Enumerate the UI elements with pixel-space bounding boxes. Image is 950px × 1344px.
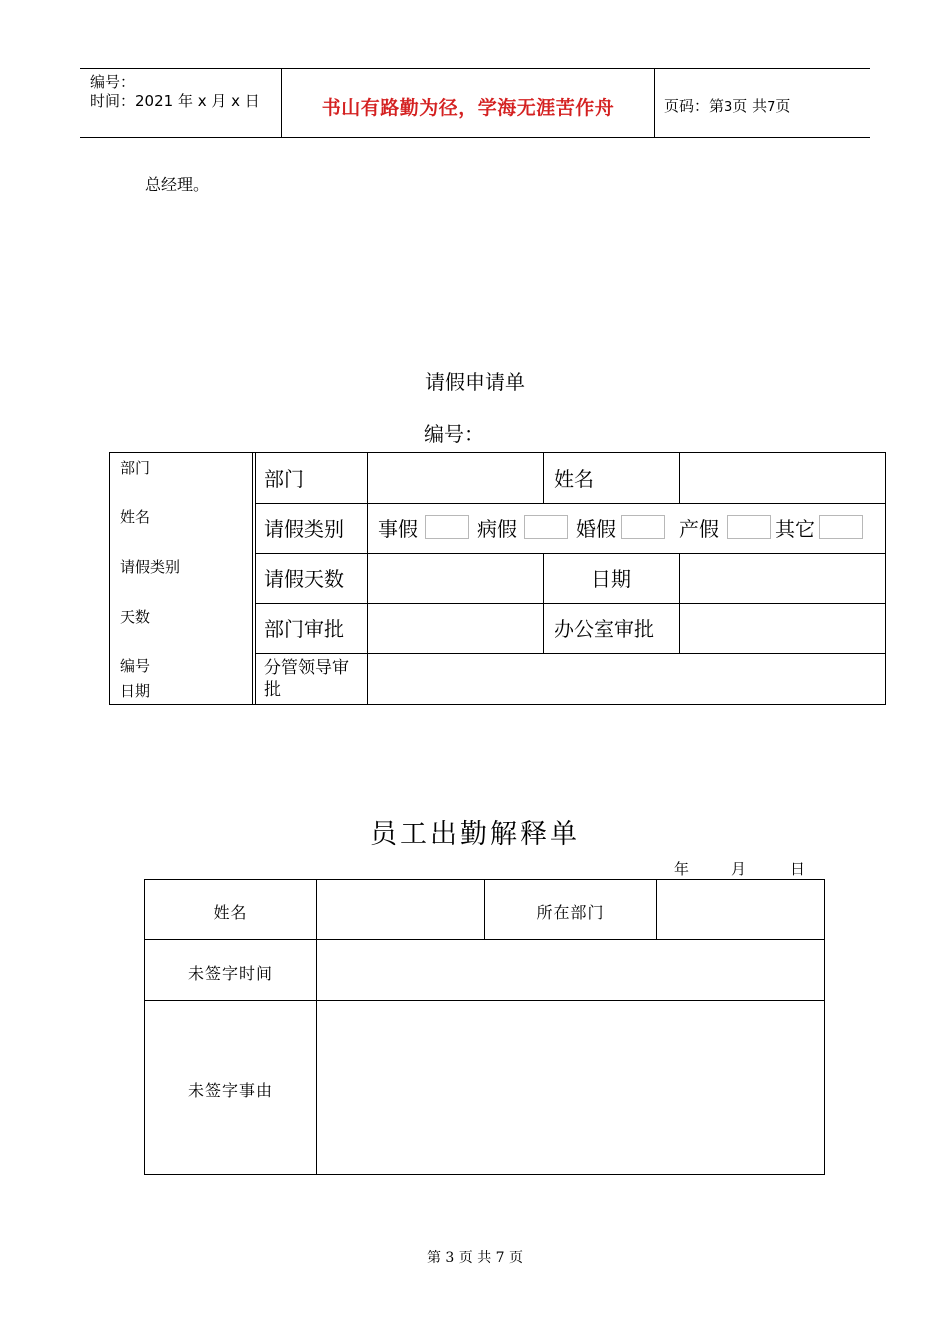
side-label-dept: 部门 [120, 459, 151, 477]
side-label-days: 天数 [120, 608, 151, 626]
header-time: 时间：2021 年 x 月 x 日 [90, 92, 260, 110]
attendance-form-title: 员工出勤解释单 [370, 819, 580, 850]
label-leader-approval: 分管领导审批 [264, 658, 349, 700]
label-leave-days: 请假天数 [264, 567, 344, 591]
date-month-label: 月 [731, 860, 747, 878]
attendance-form-table [144, 879, 825, 1175]
table-line [255, 603, 885, 604]
table-line [255, 503, 885, 504]
label-dept-approval: 部门审批 [264, 617, 344, 641]
label-unsigned-time: 未签字时间 [187, 964, 273, 983]
checkbox-maternity-leave[interactable] [727, 515, 771, 539]
date-day-label: 日 [790, 860, 806, 878]
closing-text: 总经理。 [145, 175, 210, 194]
table-line [255, 553, 885, 554]
label-employee-name: 姓名 [213, 903, 248, 922]
page-footer: 第 3 页 共 7 页 [426, 1250, 524, 1266]
leave-form-table [109, 452, 886, 705]
side-label-name: 姓名 [120, 508, 151, 526]
page-header [80, 68, 870, 138]
table-line [255, 653, 885, 654]
leave-form-title: 请假申请单 [425, 370, 525, 394]
header-motto: 书山有路勤为径，学海无涯苦作舟 [321, 97, 615, 119]
table-line [656, 880, 657, 939]
page-suffix: 页 [775, 97, 791, 115]
label-department: 所在部门 [536, 903, 605, 922]
table-line [145, 1000, 824, 1001]
table-line [255, 453, 256, 704]
option-other-leave: 其它 [775, 517, 815, 541]
page-total: 7 [767, 100, 776, 115]
side-label-serial: 编号 [120, 657, 151, 675]
label-leave-type: 请假类别 [264, 517, 344, 541]
page-current: 3 [724, 100, 733, 115]
header-divider [654, 69, 655, 137]
checkbox-other-leave[interactable] [819, 515, 863, 539]
option-marriage-leave: 婚假 [576, 517, 616, 541]
label-date: 日期 [591, 567, 631, 591]
table-line [252, 453, 253, 704]
leave-form-serial: 编号： [424, 422, 484, 446]
checkbox-sick-leave[interactable] [524, 515, 568, 539]
checkbox-personal-leave[interactable] [425, 515, 469, 539]
label-dept: 部门 [264, 467, 304, 491]
date-year-label: 年 [674, 860, 690, 878]
label-name: 姓名 [554, 467, 594, 491]
checkbox-marriage-leave[interactable] [621, 515, 665, 539]
table-line [543, 453, 544, 503]
header-meta [90, 73, 260, 111]
side-label-date: 日期 [120, 682, 151, 700]
option-personal-leave: 事假 [378, 517, 418, 541]
page-mid: 页 共 [732, 97, 768, 115]
label-office-approval: 办公室审批 [554, 617, 654, 641]
page-label: 页码：第 [664, 97, 725, 115]
option-maternity-leave: 产假 [679, 517, 719, 541]
side-label-leave-type: 请假类别 [120, 558, 181, 576]
table-line [316, 880, 317, 1174]
header-page-number [664, 95, 790, 116]
label-unsigned-reason: 未签字事由 [187, 1081, 273, 1100]
option-sick-leave: 病假 [477, 517, 517, 541]
table-line [367, 453, 368, 704]
table-line [145, 939, 824, 940]
table-line [679, 453, 680, 503]
header-serial: 编号： [90, 73, 136, 91]
